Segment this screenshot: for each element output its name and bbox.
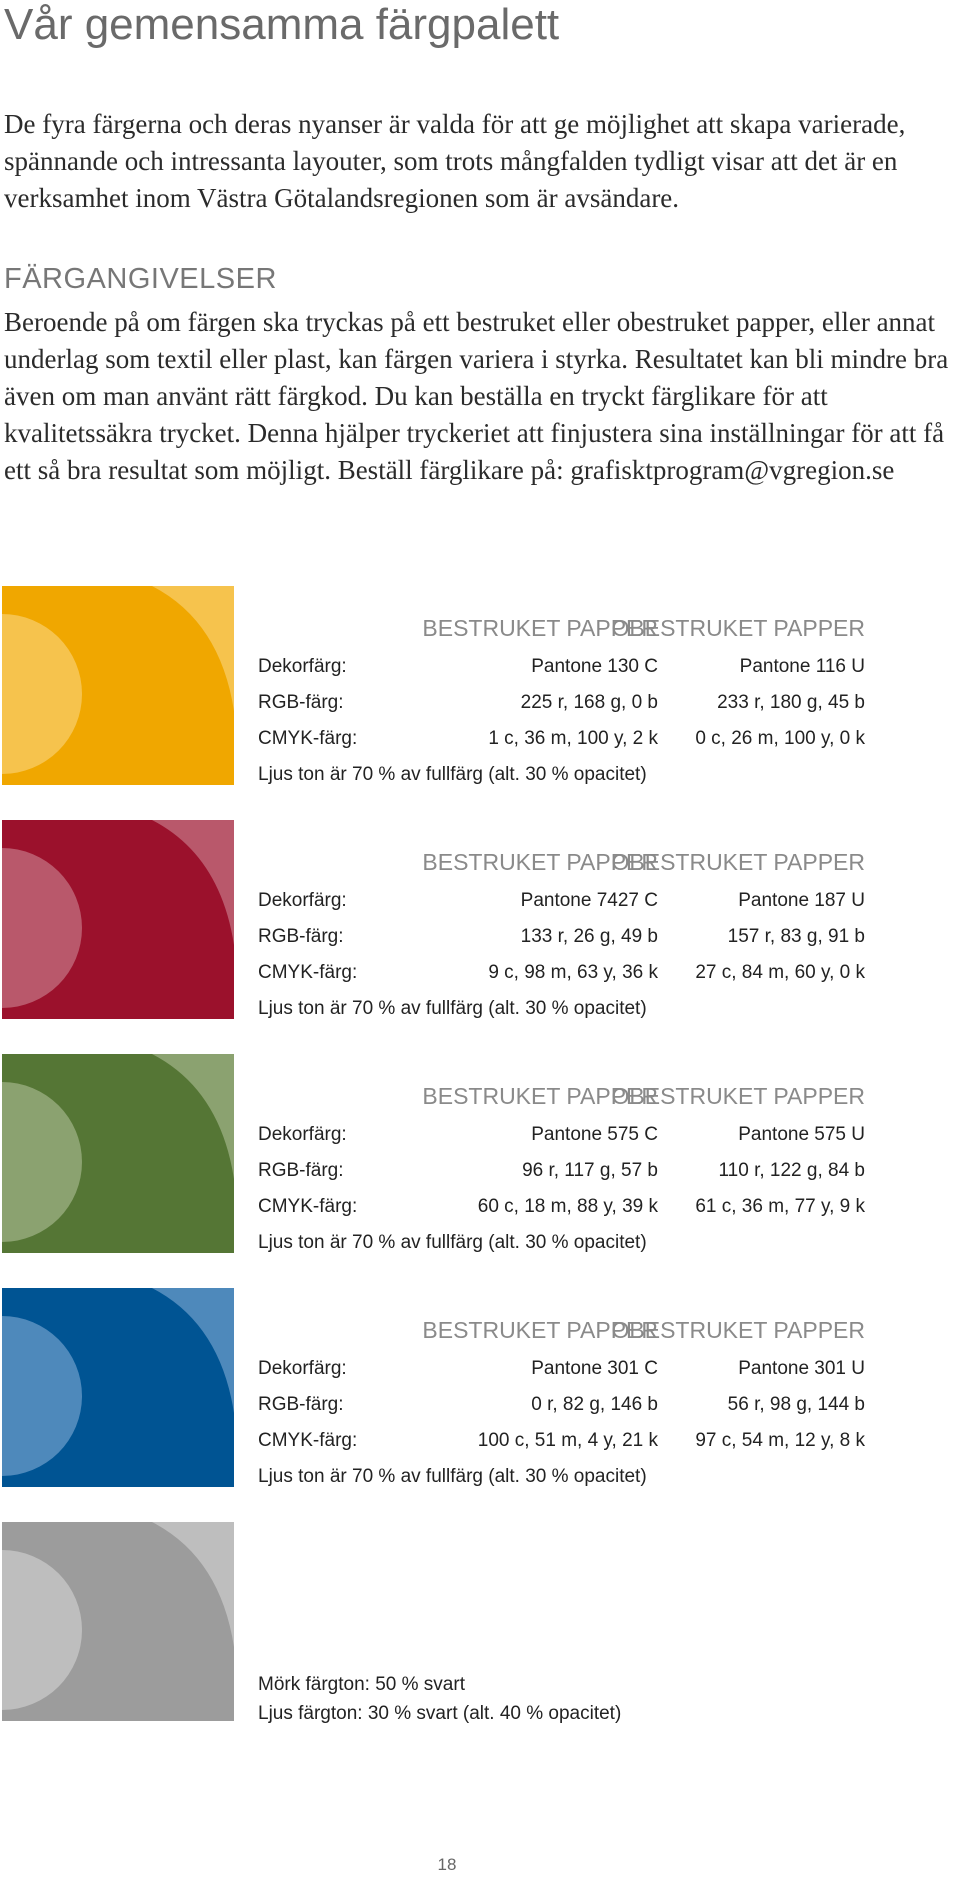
decor-coated: Pantone 7427 C xyxy=(520,890,658,911)
rgb-row xyxy=(258,1387,865,1423)
cmyk-row xyxy=(258,1189,865,1225)
decor-row xyxy=(258,883,865,919)
decor-coated: Pantone 301 C xyxy=(531,1358,658,1379)
gray-light-note: Ljus färgton: 30 % svart (alt. 40 % opacitet) xyxy=(258,1703,622,1724)
blue-spec-block xyxy=(258,1315,865,1495)
rgb-label: RGB-färg: xyxy=(258,1394,344,1415)
cmyk-row xyxy=(258,1423,865,1459)
rgb-coated: 96 r, 117 g, 57 b xyxy=(522,1160,658,1181)
decor-uncoated: Pantone 187 U xyxy=(738,890,865,911)
rgb-uncoated: 233 r, 180 g, 45 b xyxy=(717,692,865,713)
decor-label: Dekorfärg: xyxy=(258,1358,347,1379)
coated-header: BESTRUKET PAPPER xyxy=(422,1083,658,1109)
tone-note: Ljus ton är 70 % av fullfärg (alt. 30 % opacitet) xyxy=(258,1466,647,1487)
gray-spec-block xyxy=(258,1670,865,1728)
rgb-label: RGB-färg: xyxy=(258,692,344,713)
rgb-uncoated: 110 r, 122 g, 84 b xyxy=(718,1160,865,1181)
tone-note: Ljus ton är 70 % av fullfärg (alt. 30 % opacitet) xyxy=(258,764,647,785)
decor-uncoated: Pantone 301 U xyxy=(738,1358,865,1379)
decor-row xyxy=(258,1117,865,1153)
body-paragraph: Beroende på om färgen ska tryckas på ett bestruket eller obestruket papper, eller annat underlag som textil eller plast, kan färgen variera i styrka. Resultatet kan bli mindre bra även om man använt rätt färgkod. Du kan beställa en tryckt färglikare för att kvalitetssäkra trycket. Denna hjälper tryckeriet att finjustera sina inställningar för att få ett så bra resultat som möjligt. Beställ färglikare på: grafisktprogram@vgregion.se xyxy=(4,307,949,485)
gray-swatch xyxy=(2,1522,234,1721)
decor-label: Dekorfärg: xyxy=(258,1124,347,1145)
tone-note: Ljus ton är 70 % av fullfärg (alt. 30 % opacitet) xyxy=(258,1232,647,1253)
cmyk-coated: 9 c, 98 m, 63 y, 36 k xyxy=(488,962,658,983)
uncoated-header: OBESTRUKET PAPPER xyxy=(611,849,865,875)
rgb-label: RGB-färg: xyxy=(258,926,344,947)
cmyk-uncoated: 0 c, 26 m, 100 y, 0 k xyxy=(695,728,865,749)
rgb-row xyxy=(258,919,865,955)
rgb-row xyxy=(258,685,865,721)
rgb-coated: 0 r, 82 g, 146 b xyxy=(531,1394,658,1415)
yellow-spec-block xyxy=(258,613,865,793)
rgb-label: RGB-färg: xyxy=(258,1160,344,1181)
spec-header xyxy=(258,847,865,883)
yellow-swatch xyxy=(2,586,234,785)
rgb-coated: 133 r, 26 g, 49 b xyxy=(520,926,658,947)
cmyk-row xyxy=(258,721,865,757)
green-spec-block xyxy=(258,1081,865,1261)
cmyk-uncoated: 61 c, 36 m, 77 y, 9 k xyxy=(695,1196,865,1217)
uncoated-header: OBESTRUKET PAPPER xyxy=(611,1317,865,1343)
cmyk-coated: 1 c, 36 m, 100 y, 2 k xyxy=(488,728,658,749)
cmyk-label: CMYK-färg: xyxy=(258,962,358,983)
decor-uncoated: Pantone 575 U xyxy=(738,1124,865,1145)
decor-coated: Pantone 575 C xyxy=(531,1124,658,1145)
coated-header: BESTRUKET PAPPER xyxy=(422,615,658,641)
decor-coated: Pantone 130 C xyxy=(531,656,658,677)
gray-dark-note: Mörk färgton: 50 % svart xyxy=(258,1674,465,1695)
red-spec-block xyxy=(258,847,865,1027)
cmyk-label: CMYK-färg: xyxy=(258,1430,358,1451)
cmyk-uncoated: 97 c, 54 m, 12 y, 8 k xyxy=(695,1430,865,1451)
decor-row xyxy=(258,649,865,685)
tone-note: Ljus ton är 70 % av fullfärg (alt. 30 % opacitet) xyxy=(258,998,647,1019)
intro-paragraph: De fyra färgerna och deras nyanser är valda för att ge möjlighet att skapa varierade, spännande och intressanta layouter, som trots mångfalden tydligt visar att det är en verksamhet inom Västra Götalandsregionen som är avsändare. xyxy=(4,109,906,213)
coated-header: BESTRUKET PAPPER xyxy=(422,1317,658,1343)
decor-uncoated: Pantone 116 U xyxy=(739,656,865,677)
blue-swatch xyxy=(2,1288,234,1487)
decor-label: Dekorfärg: xyxy=(258,890,347,911)
red-swatch xyxy=(2,820,234,1019)
rgb-row xyxy=(258,1153,865,1189)
rgb-uncoated: 56 r, 98 g, 144 b xyxy=(727,1394,865,1415)
spec-header xyxy=(258,613,865,649)
cmyk-label: CMYK-färg: xyxy=(258,1196,358,1217)
cmyk-coated: 60 c, 18 m, 88 y, 39 k xyxy=(477,1196,658,1217)
page-title: Vår gemensamma färgpalett xyxy=(4,0,560,49)
decor-row xyxy=(258,1351,865,1387)
decor-label: Dekorfärg: xyxy=(258,656,347,677)
cmyk-coated: 100 c, 51 m, 4 y, 21 k xyxy=(477,1430,658,1451)
green-swatch xyxy=(2,1054,234,1253)
uncoated-header: OBESTRUKET PAPPER xyxy=(611,1083,865,1109)
uncoated-header: OBESTRUKET PAPPER xyxy=(611,615,865,641)
spec-header xyxy=(258,1315,865,1351)
cmyk-uncoated: 27 c, 84 m, 60 y, 0 k xyxy=(695,962,865,983)
rgb-uncoated: 157 r, 83 g, 91 b xyxy=(727,926,865,947)
spec-header xyxy=(258,1081,865,1117)
section-heading: FÄRGANGIVELSER xyxy=(4,263,277,295)
cmyk-row xyxy=(258,955,865,991)
rgb-coated: 225 r, 168 g, 0 b xyxy=(520,692,658,713)
cmyk-label: CMYK-färg: xyxy=(258,728,358,749)
coated-header: BESTRUKET PAPPER xyxy=(422,849,658,875)
page-number: 18 xyxy=(437,1855,457,1874)
